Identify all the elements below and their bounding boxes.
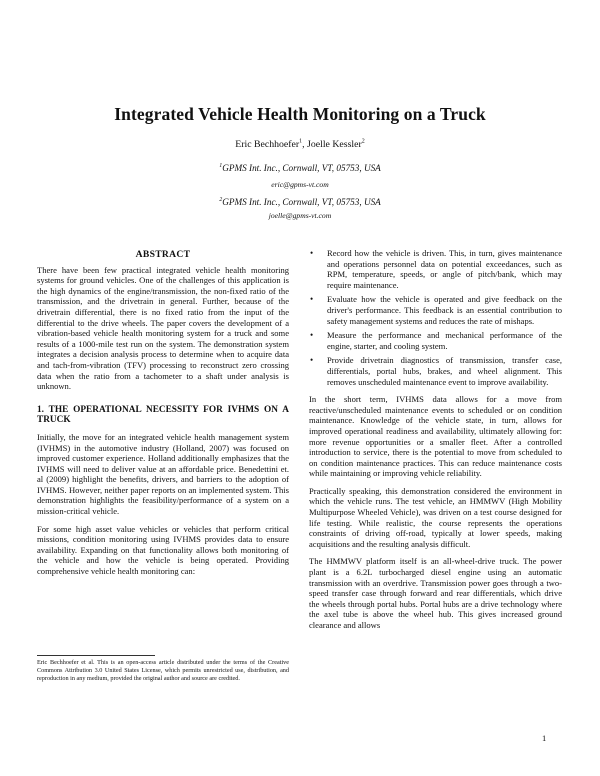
section-heading: 1. THE OPERATIONAL NECESSITY FOR IVHMS ON A TRUCK xyxy=(37,404,289,426)
abstract-text: There have been few practical integrated vehicle health monitoring systems for ground vehicles. One of the challenges of this application is the high dynamics of the engine/transmission, the non-fixed ratio of the transmission, and the drivetrain in general. Further, because of the drivetrain differential, there is no fixed ratio from the input of the differential to the drive wheels. The paper covers the development of a vibration-based vehicle health monitoring system for a truck and some results of a 1000-mile test run on the system. The demonstration system integrates a decision analysis process to determine when to acquire data and tach-from-vibration (TFV) processing to reconstruct zero crossing data when the ratio from a tachometer to a shaft under analysis is unknown. xyxy=(37,264,289,392)
bullet-icon: • xyxy=(310,248,314,258)
list-item-text: Measure the performance and mechanical performance of the engine, starter, and cooling system. xyxy=(327,330,562,351)
author-name: Eric Bechhoefer xyxy=(235,139,300,150)
body-paragraph: In the short term, IVHMS data allows for a move from reactive/unscheduled maintenance events to scheduled or on condition maintenance. Knowledge of the vehicle state, in turn, allows for improved operational readiness and availability, ultimately allowing for: more revenue opportunities or a smaller fleet. After a controlled introduction to service, there is the potential to move from scheduled to on condition maintenance practices. This can reduce maintenance costs while maintaining or improving vehicle reliability. xyxy=(309,394,562,479)
affiliation-text: GPMS Int. Inc., Cornwall, VT, 05753, USA xyxy=(222,197,381,207)
affiliation-superscript: 2 xyxy=(219,196,223,203)
author-name: , Joelle Kessler xyxy=(302,139,362,150)
list-item-text: Evaluate how the vehicle is operated and give feedback on the driver's performance. This feedback is an essential contribution to safety management systems and reduces the rate of mishaps. xyxy=(327,294,562,326)
affiliation-2 xyxy=(0,197,600,207)
bullet-icon: • xyxy=(310,330,314,341)
author-line xyxy=(0,139,600,150)
affiliation-superscript: 1 xyxy=(219,162,223,169)
page-number: 1 xyxy=(542,733,547,743)
body-paragraph: Initially, the move for an integrated vehicle health management system (IVHMS) in the automotive industry (Holland, 2007) was focused on improved customer experience. Holland additionally emphasizes that the IVHMS will need to deliver value at an affordable price. Benedettini et. al (2009) highlight the benefits, drivers, and barriers to the adoption of IVHMS. However, neither paper reports on an implemented system. This demonstration highlights the feasibility/performance of a system on a mission-critical vehicle. xyxy=(37,431,289,517)
author-superscript: 1 xyxy=(299,138,303,145)
body-paragraph: The HMMWV platform itself is an all-wheel-drive truck. The power plant is a 6.2L turbocharged diesel engine using an automatic transmission with an overdrive. Transmission power goes through a two-speed transfer case through forward and rear differentials, which drive the wheels through portal hubs. Portal hubs are a drive technology where the axel tube is above the wheel hub. This gives increased ground clearance and allows xyxy=(309,556,562,630)
footnote-rule xyxy=(37,655,155,656)
bullet-icon: • xyxy=(310,294,314,305)
body-paragraph: For some high asset value vehicles or vehicles that perform critical missions, condition monitoring using IVHMS provides data to ensure availability. Expanding on that functionality allows both monitoring of the vehicle and how the vehicle is being operated. Providing comprehensive vehicle health monitoring can: xyxy=(37,523,289,577)
affiliation-text: GPMS Int. Inc., Cornwall, VT, 05753, USA xyxy=(222,163,381,173)
footnote: Eric Bechhoefer et al. This is an open-access article distributed under the terms of the Creative Commons Attribution 3.0 United States License, which permits unrestricted use, distribution, and reproduction in any medium, provided the original author and source are credited. xyxy=(37,659,289,682)
author-superscript: 2 xyxy=(361,138,365,145)
email-1: eric@gpms-vt.com xyxy=(271,180,329,189)
list-item xyxy=(309,248,562,290)
email-2: joelle@gpms-vt.com xyxy=(268,211,332,220)
bullet-list xyxy=(309,248,562,387)
left-column xyxy=(37,250,289,584)
paper-title: Integrated Vehicle Health Monitoring on a Truck xyxy=(114,104,486,124)
list-item xyxy=(309,355,562,387)
list-item-text: Record how the vehicle is driven. This, in turn, gives maintenance and operations personnel data on potential exceedances, such as RPM, temperature, speeds, or angle of pitch/bank, which may require maintenance. xyxy=(327,248,562,290)
list-item-text: Provide drivetrain diagnostics of transmission, transfer case, differentials, portal hubs, brakes, and wheel alignment. This removes unscheduled maintenance event to improve availability. xyxy=(327,355,562,387)
abstract-heading: ABSTRACT xyxy=(135,249,191,260)
affiliation-1 xyxy=(0,163,600,173)
list-item xyxy=(309,330,562,351)
right-column xyxy=(309,248,562,638)
list-item xyxy=(309,294,562,326)
body-paragraph: Practically speaking, this demonstration considered the environment in which the vehicle runs. The test vehicle, an HMMWV (High Mobility Multipurpose Wheeled Vehicle), was driven on a test course designed for life testing. While realistic, the course represents the operations constraints of driving off-road, typically at lower speeds, making acquisitions and the resulting analysis difficult. xyxy=(309,485,562,549)
bullet-icon: • xyxy=(310,355,314,366)
